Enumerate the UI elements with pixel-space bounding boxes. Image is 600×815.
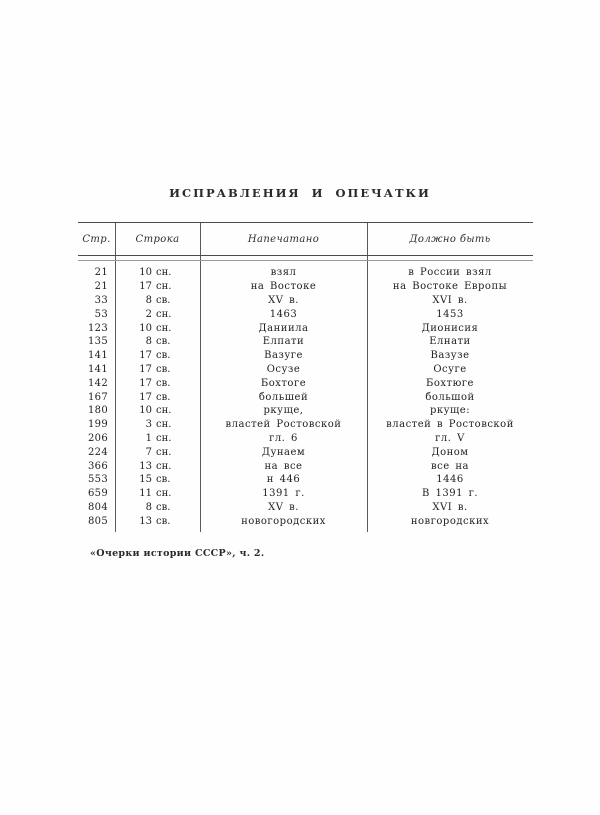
row-18-page-number: 805 <box>88 515 108 527</box>
line-direction-abbrev: св. <box>156 377 171 389</box>
row-10-corrected-text: ркуще: <box>429 405 471 417</box>
line-number-value: 17 <box>139 363 152 375</box>
row-17-printed-text: XV в. <box>268 501 299 513</box>
line-number-value: 8 <box>145 336 152 348</box>
row-4-line-number <box>115 321 200 335</box>
column-header-page: Стр. <box>82 233 111 245</box>
line-direction-abbrev: сн. <box>156 308 172 320</box>
row-13-corrected-text: Доном <box>431 446 469 458</box>
row-0-line-number <box>115 266 200 280</box>
line-direction-abbrev: св. <box>156 515 171 527</box>
row-4-page-number: 123 <box>88 322 108 334</box>
line-direction-abbrev: сн. <box>156 281 172 293</box>
row-17-page-number: 804 <box>88 501 108 513</box>
row-0-page-number: 21 <box>94 267 108 279</box>
row-6-line-number <box>115 349 200 363</box>
row-11-line-number <box>115 418 200 432</box>
line-direction-abbrev: сн. <box>156 446 172 458</box>
row-11-page-number: 199 <box>88 419 108 431</box>
line-direction-abbrev: сн. <box>156 405 172 417</box>
row-7-page-number: 141 <box>88 363 108 375</box>
line-direction-abbrev: св. <box>156 350 171 362</box>
row-0-printed-text: взял <box>270 267 297 279</box>
column-header-correct: Должно быть <box>409 233 491 245</box>
line-direction-abbrev: св. <box>156 294 171 306</box>
row-9-line-number <box>115 390 200 404</box>
line-number-value: 15 <box>139 474 152 486</box>
row-14-corrected-text: все на <box>431 460 469 472</box>
line-direction-abbrev: сн. <box>156 322 172 334</box>
row-2-corrected-text: XVI в. <box>432 294 468 306</box>
table-header-row <box>78 222 533 256</box>
line-number-value: 8 <box>145 501 152 513</box>
line-number-value: 10 <box>139 322 152 334</box>
row-11-printed-text: властей Ростовской <box>225 419 342 431</box>
line-direction-abbrev: сн. <box>156 419 172 431</box>
row-18-printed-text: новогородских <box>241 515 326 527</box>
row-5-line-number <box>115 335 200 349</box>
row-6-page-number: 141 <box>88 350 108 362</box>
row-3-printed-text: 1463 <box>269 308 298 320</box>
row-13-printed-text: Дунаем <box>261 446 306 458</box>
line-number-value: 10 <box>139 267 152 279</box>
row-5-printed-text: Елпати <box>262 336 305 348</box>
row-5-corrected-text: Елнати <box>429 336 471 348</box>
row-15-line-number <box>115 473 200 487</box>
row-13-page-number: 224 <box>88 446 108 458</box>
row-8-corrected-text: Бохтюге <box>426 377 474 389</box>
line-number-value: 7 <box>145 446 152 458</box>
line-number-value: 11 <box>139 488 152 500</box>
row-16-corrected-text: В 1391 г. <box>421 488 479 500</box>
row-15-corrected-text: 1446 <box>436 474 464 486</box>
row-6-printed-text: Вазуге <box>264 350 303 362</box>
row-18-corrected-text: новгородских <box>410 515 490 527</box>
row-9-printed-text: большей <box>258 391 309 403</box>
line-direction-abbrev: св. <box>156 363 171 375</box>
row-9-corrected-text: большой <box>425 391 475 403</box>
book-reference-footnote: «Очерки истории СССР», ч. 2. <box>90 548 265 559</box>
line-direction-abbrev: св. <box>156 501 171 513</box>
row-16-line-number <box>115 487 200 501</box>
row-16-page-number: 659 <box>88 488 108 500</box>
row-7-printed-text: Осузе <box>266 363 301 375</box>
row-5-page-number: 135 <box>88 336 108 348</box>
errata-table <box>78 222 533 528</box>
row-12-page-number: 206 <box>88 432 108 444</box>
row-2-printed-text: XV в. <box>268 294 299 306</box>
row-10-page-number: 180 <box>88 405 108 417</box>
row-7-line-number <box>115 363 200 377</box>
row-4-printed-text: Даниила <box>258 322 309 334</box>
row-15-page-number: 553 <box>88 474 108 486</box>
line-direction-abbrev: сн. <box>156 432 172 444</box>
row-7-corrected-text: Осуге <box>433 363 467 375</box>
row-15-printed-text: н 446 <box>266 474 301 486</box>
line-number-value: 17 <box>139 281 152 293</box>
row-12-line-number <box>115 432 200 446</box>
row-14-page-number: 366 <box>88 460 108 472</box>
page-title: ИСПРАВЛЕНИЯ И ОПЕЧАТКИ <box>169 186 431 200</box>
line-number-value: 13 <box>139 460 152 472</box>
row-16-printed-text: 1391 г. <box>262 488 305 500</box>
row-3-line-number <box>115 307 200 321</box>
row-8-page-number: 142 <box>88 377 108 389</box>
line-number-value: 8 <box>145 294 152 306</box>
column-separator <box>367 222 368 532</box>
row-17-corrected-text: XVI в. <box>432 501 468 513</box>
line-direction-abbrev: св. <box>156 474 171 486</box>
row-6-corrected-text: Вазузе <box>430 350 470 362</box>
line-number-value: 17 <box>139 391 152 403</box>
line-number-value: 17 <box>139 377 152 389</box>
row-2-page-number: 33 <box>94 294 108 306</box>
line-number-value: 3 <box>145 419 152 431</box>
line-number-value: 13 <box>139 515 152 527</box>
row-4-corrected-text: Дионисия <box>421 322 479 334</box>
column-separator <box>115 222 116 532</box>
line-number-value: 1 <box>145 432 152 444</box>
row-1-corrected-text: на Востоке Европы <box>392 281 508 293</box>
row-10-printed-text: ркуще, <box>263 405 304 417</box>
row-13-line-number <box>115 445 200 459</box>
line-number-value: 17 <box>139 350 152 362</box>
row-9-page-number: 167 <box>88 391 108 403</box>
row-1-printed-text: на Востоке <box>250 281 317 293</box>
line-direction-abbrev: св. <box>156 336 171 348</box>
line-direction-abbrev: сн. <box>156 267 172 279</box>
row-3-corrected-text: 1453 <box>436 308 464 320</box>
row-0-corrected-text: в России взял <box>408 267 492 279</box>
row-8-printed-text: Бохтоге <box>260 377 307 389</box>
row-1-page-number: 21 <box>94 281 108 293</box>
row-17-line-number <box>115 501 200 515</box>
row-2-line-number <box>115 294 200 308</box>
line-number-value: 2 <box>145 308 152 320</box>
row-1-line-number <box>115 280 200 294</box>
column-header-line: Строка <box>135 233 180 245</box>
line-direction-abbrev: св. <box>156 391 171 403</box>
column-separator <box>200 222 201 532</box>
row-8-line-number <box>115 376 200 390</box>
line-number-value: 10 <box>139 405 152 417</box>
row-10-line-number <box>115 404 200 418</box>
row-11-corrected-text: властей в Ростовской <box>386 419 514 431</box>
column-header-printed: Напечатано <box>247 233 320 245</box>
line-direction-abbrev: сн. <box>156 488 172 500</box>
row-12-printed-text: гл. 6 <box>269 432 298 444</box>
row-12-corrected-text: гл. V <box>435 432 465 444</box>
row-3-page-number: 53 <box>94 308 108 320</box>
table-body <box>78 256 533 528</box>
row-14-line-number <box>115 459 200 473</box>
row-18-line-number <box>115 514 200 528</box>
line-direction-abbrev: сн. <box>156 460 172 472</box>
row-14-printed-text: на все <box>264 460 303 472</box>
